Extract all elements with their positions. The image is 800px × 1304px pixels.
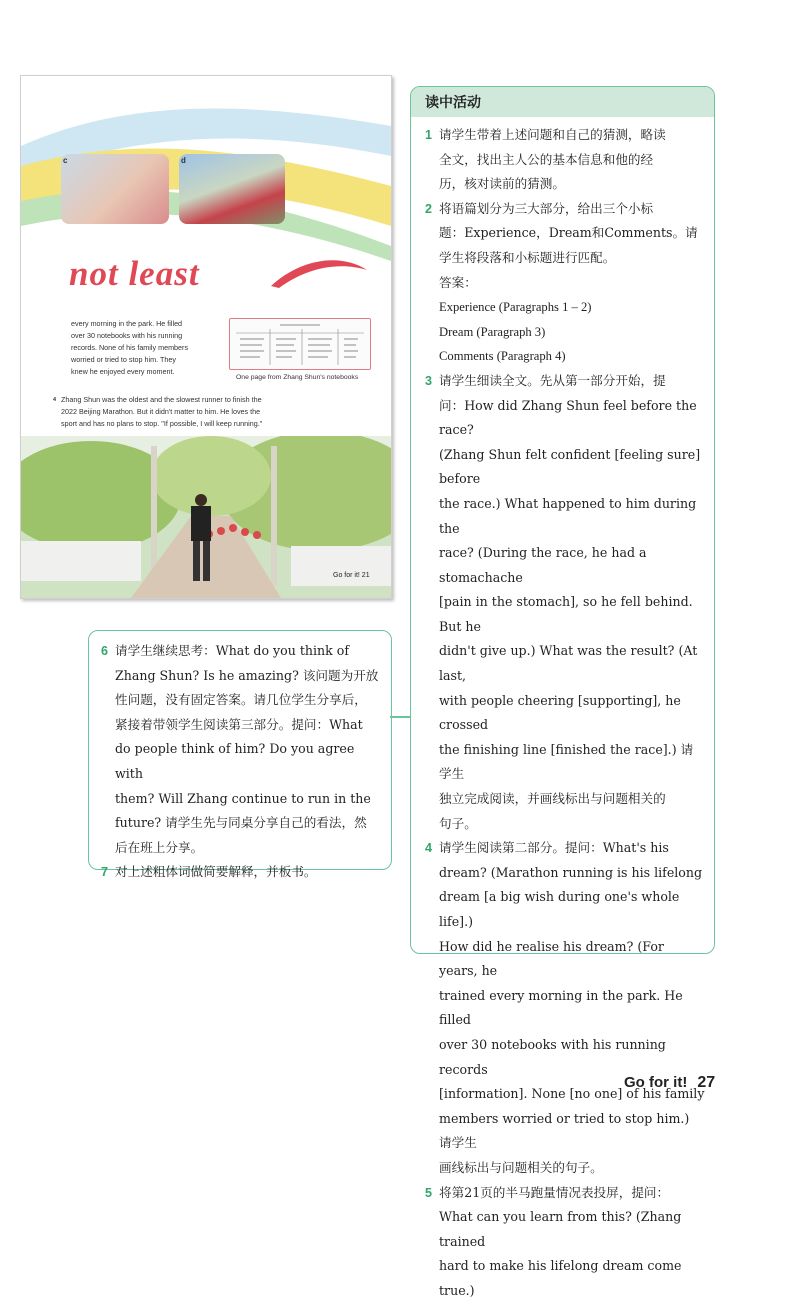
activity-item-7: 7 对上述粗体词做简要解释，并板书。 [101, 860, 385, 885]
box-connector-line [390, 716, 410, 718]
item-number: 1 [425, 128, 433, 142]
item-number: 7 [101, 865, 109, 880]
activity-item-5: 5 将第21页的半马跑量情况表投屏，提问： What can you learn from this? (Zhang trained hard to make his lifelong dream come true.) [425, 1181, 705, 1304]
notebook-image [229, 318, 371, 370]
notebook-caption: One page from Zhang Shun's notebooks [236, 374, 359, 381]
item-number: 6 [101, 644, 109, 658]
item-number: 3 [425, 373, 433, 388]
item-number: 5 [425, 1185, 433, 1200]
page-footer [624, 1074, 715, 1092]
photo-handing-water [61, 154, 169, 224]
photo-label-d: d [181, 156, 186, 165]
activities-list [425, 123, 705, 1304]
thumbnail-paragraph-4: 4 Zhang Shun was the oldest and the slowest runner to finish the 2022 Beijing Marathon. But it didn't matter to him. He loves the sport and has no plans to stop. "If possible, I will keep running." [53, 395, 263, 428]
box-title: 读中活动 [425, 95, 481, 111]
photo-finish-line [179, 154, 285, 224]
item-number: 4 [425, 841, 433, 856]
headline-not-least: not least [69, 254, 200, 293]
page-number: 27 [697, 1074, 716, 1091]
answer-label: 答案： [439, 274, 477, 290]
answer-comments: Comments (Paragraph 4) [439, 349, 566, 364]
textbook-page-thumbnail [20, 75, 392, 599]
activity-item-1: 1 请学生带着上述问题和自己的猜测，略读 全文，找出主人公的基本信息和他的经 历，核对读前的猜测。 [425, 123, 705, 197]
paragraph-number: 4 [53, 397, 57, 403]
further-activities-list [101, 639, 385, 885]
handwritten-table-graphic [230, 319, 370, 369]
thumbnail-footer: Go for it! 21 [333, 572, 370, 579]
red-swoosh-decoration [269, 252, 369, 292]
activity-item-4: 4 请学生阅读第二部分。提问：What's his dream? (Marathon running is his lifelong dream [a big wish during one's whole life].) How did he realise his dream? (For years, he trained every morning in the park. He filled over 30 notebooks with his running records [information]. None [no one] of his family members worried or tried to stop him.) 请学生 画线标出与问题相关的句子。 [425, 836, 705, 1180]
photo-label-c: c [63, 156, 68, 165]
item-number: 2 [425, 201, 433, 216]
further-activities-box [88, 630, 392, 880]
footer-book-title: Go for it! [624, 1074, 688, 1091]
activity-item-6: 6 请学生继续思考：What do you think of Zhang Shun? Is he amazing? 该问题为开放 性问题，没有固定答案。请几位学生分享后， 紧接着带领学生阅读第三部分。提问：What do people think of him? Do you agree with them? Will Zhang continue to run in the future? 请学生先与同桌分享自己的看法，然 后在班上分享。 [101, 639, 385, 860]
answer-dream: Dream (Paragraph 3) [439, 324, 546, 339]
box-header [411, 87, 714, 117]
thumbnail-paragraph-3: every morning in the park. He filled over 30 notebooks with his running records. None of his family members worried or tried to stop him. They knew he enjoyed every moment. [71, 319, 189, 376]
answer-block [425, 271, 705, 369]
answer-experience: Experience (Paragraphs 1 – 2) [439, 300, 592, 315]
activity-item-2: 2 将语篇划分为三大部分，给出三个小标 题：Experience，Dream和Comments。请 学生将段落和小标题进行匹配。 [425, 197, 705, 271]
activity-item-3: 3 请学生细读全文。先从第一部分开始，提 问：How did Zhang Shun feel before the race? (Zhang Shun felt confident [feeling sure] before the race.) What happened to him during the race? (During the race, he had a stomachache [pain in the stomach], so he fell behind. But he didn't give up.) What was the result? (At last, with people cheering [supporting], he crossed the finishing line [finished the race].) 请学生 独立完成阅读，并画线标出与问题相关的 句子。 [425, 369, 705, 836]
